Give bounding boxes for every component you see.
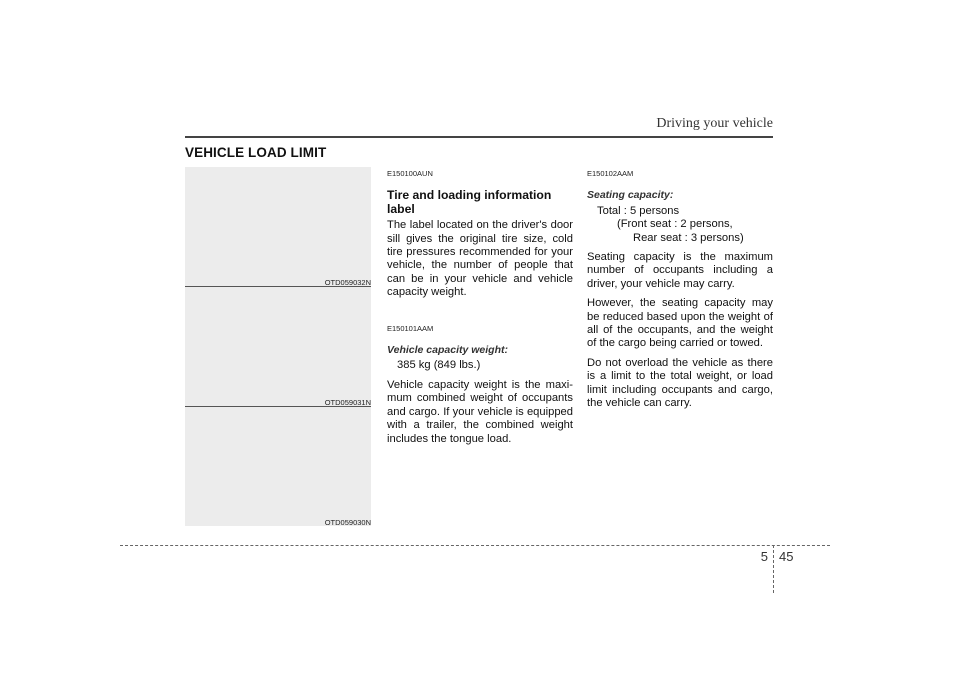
item-label: Seating capacity: (587, 189, 674, 202)
page-divider (773, 545, 774, 593)
image-code-3: OTD059030N (324, 518, 371, 527)
section-code: E150102AAM (587, 169, 634, 178)
item-value: 385 kg (849 lbs.) (397, 359, 481, 372)
text-column-2 (587, 167, 773, 417)
header-rule (185, 136, 773, 138)
section-code: E150101AAM (387, 323, 434, 333)
seating-rear: Rear seat : 3 persons) (633, 231, 744, 244)
section-code: E150100AUN (387, 169, 433, 178)
text-column-1 (387, 167, 573, 452)
item-label: Vehicle capacity weight: (387, 344, 508, 357)
label-illustration-2 (185, 287, 371, 407)
paragraph: Vehicle capacity weight is the maxi-mum combined weight of occupants and cargo. If your vehicle is equipped with a trailer, the combined weight includes the tongue load. (387, 378, 573, 445)
paragraph: Do not overload the vehicle as there is a limit to the total weight, or load limit including occupants and cargo, the vehicle can carry. (587, 356, 773, 410)
label-illustration-3 (185, 407, 371, 526)
paragraph: The label located on the driver's door sill gives the original tire size, cold tire pressures recommended for your vehicle, the number of people that can be in your vehicle and vehicle capacity weight. (387, 219, 573, 299)
subheading: Tire and loading information label (387, 188, 552, 216)
paragraph: However, the seating capacity may be reduced based upon the weight of all of the occupants, and the weight of the cargo being carried or towed. (587, 297, 773, 350)
page-number: 45 (779, 549, 794, 564)
chapter-number: 5 (760, 549, 768, 564)
seating-total: Total : 5 persons (597, 204, 680, 217)
running-header: Driving your vehicle (656, 116, 773, 131)
footer-rule (120, 545, 830, 546)
section-title: VEHICLE LOAD LIMIT (185, 145, 327, 160)
seating-front: (Front seat : 2 persons, (617, 218, 733, 231)
label-illustration-1 (185, 167, 371, 287)
image-code-1: OTD059032N (324, 278, 371, 287)
image-code-2: OTD059031N (324, 398, 371, 407)
paragraph: Seating capacity is the maximum number of occupants including a driver, your vehicle may carry. (587, 251, 773, 290)
